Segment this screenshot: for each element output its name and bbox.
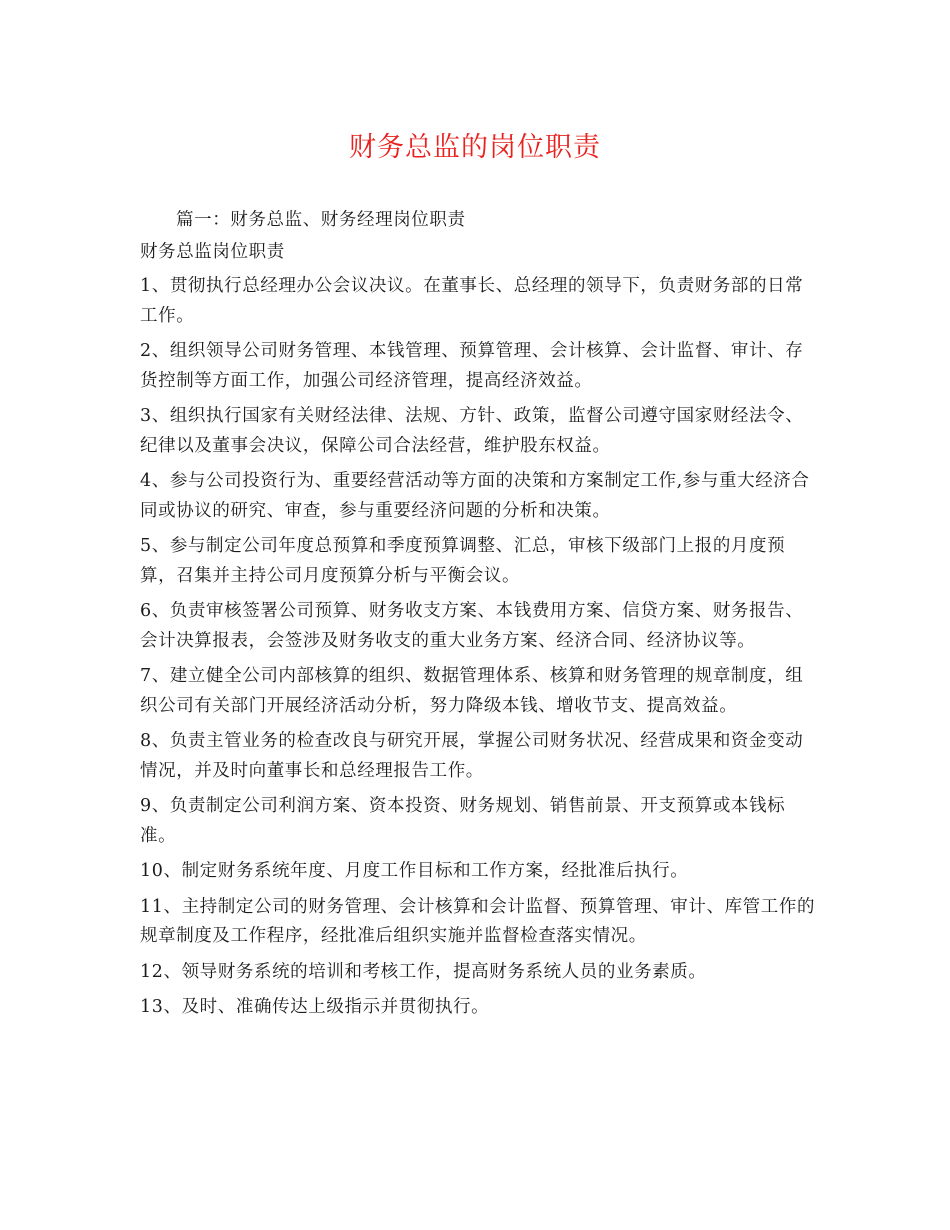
- list-item: 13、及时、准确传达上级指示并贯彻执行。: [140, 997, 490, 1017]
- chapter-heading: 篇一：财务总监、财务经理岗位职责: [176, 210, 466, 230]
- section-heading: 财务总监岗位职责: [140, 241, 285, 262]
- list-item: 9、负责制定公司利润方案、资本投资、财务规划、销售前景、开支预算或本钱标准。: [140, 796, 786, 846]
- list-item: 7、建立健全公司内部核算的组织、数据管理体系、核算和财务管理的规章制度，组织公司有关部门开展经济活动分析，努力降级本钱、增收节支、提高效益。: [140, 666, 804, 716]
- list-item: 12、领导财务系统的培训和考核工作，提高财务系统人员的业务素质。: [140, 961, 707, 982]
- list-item: 4、参与公司投资行为、重要经营活动等方面的决策和方案制定工作,参与重大经济合同或协议的研究、审查，参与重要经济问题的分析和决策。: [140, 471, 810, 521]
- document-title: 财务总监的岗位职责: [349, 132, 601, 163]
- list-item: 6、负责审核签署公司预算、财务收支方案、本钱费用方案、信贷方案、财务报告、会计决算报表，会签涉及财务收支的重大业务方案、经济合同、经济协议等。: [140, 601, 804, 651]
- document-body: [140, 206, 820, 1023]
- list-item: 8、负责主管业务的检查改良与研究开展，掌握公司财务状况、经营成果和资金变动情况，并及时向董事长和总经理报告工作。: [140, 731, 804, 781]
- list-item: 3、组织执行国家有关财经法律、法规、方针、政策，监督公司遵守国家财经法令、纪律以及董事会决议，保障公司合法经营，维护股东权益。: [140, 406, 804, 456]
- list-item: 10、制定财务系统年度、月度工作目标和工作方案，经批准后执行。: [140, 861, 689, 881]
- list-item: 2、组织领导公司财务管理、本钱管理、预算管理、会计核算、会计监督、审计、存货控制等方面工作，加强公司经济管理，提高经济效益。: [140, 341, 804, 391]
- list-item: 5、参与制定公司年度总预算和季度预算调整、汇总，审核下级部门上报的月度预算，召集并主持公司月度预算分析与平衡会议。: [140, 536, 786, 586]
- list-item: 1、贯彻执行总经理办公会议决议。在董事长、总经理的领导下，负责财务部的日常工作。: [140, 276, 804, 326]
- list-item: 11、主持制定公司的财务管理、会计核算和会计监督、预算管理、审计、库管工作的规章制度及工作程序，经批准后组织实施并监督检查落实情况。: [140, 896, 816, 946]
